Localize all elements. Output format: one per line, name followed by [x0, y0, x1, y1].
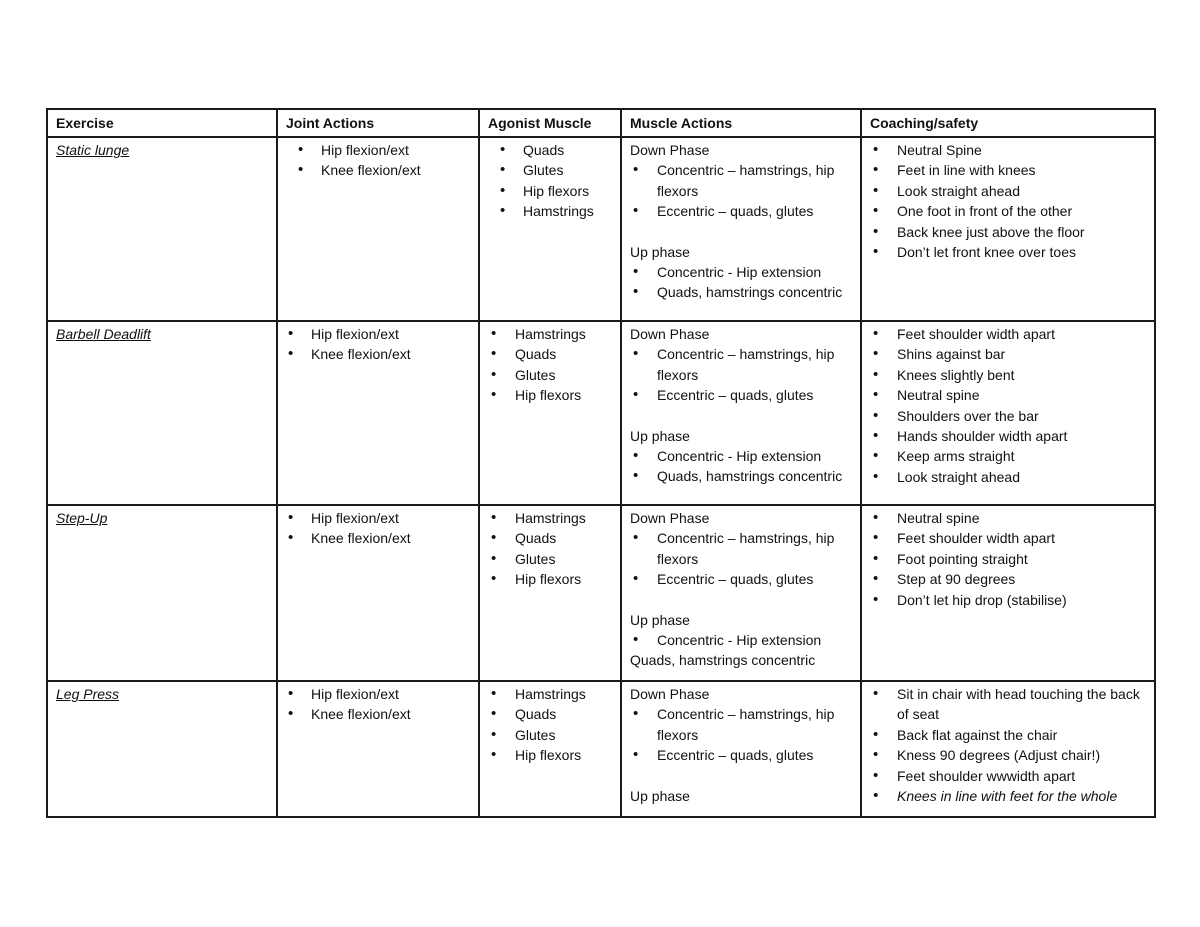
exercise-name: Static lunge: [56, 142, 130, 158]
list-item: • Keep arms straight: [870, 446, 1146, 466]
list-item: • Don’t let front knee over toes: [870, 242, 1146, 262]
down-phase-label: Down Phase: [630, 686, 710, 702]
table-row: [47, 681, 1155, 817]
up-phase-list: [630, 262, 852, 303]
coaching-list: [870, 684, 1146, 806]
exercise-name: Barbell Deadlift: [56, 326, 151, 342]
list-item: • Concentric - Hip extension: [630, 446, 852, 466]
header-joint-actions: Joint Actions: [277, 109, 479, 137]
coaching-cell: [861, 137, 1155, 321]
list-item: • Look straight ahead: [870, 467, 1146, 487]
down-phase-label: Down Phase: [630, 326, 710, 342]
coaching-cell: [861, 505, 1155, 681]
list-item: • Feet in line with knees: [870, 160, 1146, 180]
list-item: • Hamstrings: [488, 201, 612, 221]
exercise-cell: [47, 681, 277, 817]
list-item: • Quads, hamstrings concentric: [630, 282, 852, 302]
list-item: • Knee flexion/ext: [286, 344, 470, 364]
joint-actions-list: [286, 508, 470, 549]
agonist-list: [488, 508, 612, 590]
list-item: • Hip flexors: [488, 569, 612, 589]
list-item: • Feet shoulder width apart: [870, 324, 1146, 344]
list-item: • Neutral Spine: [870, 140, 1146, 160]
agonist-list: [488, 140, 612, 222]
list-item: • Quads: [488, 704, 612, 724]
up-phase-list: [630, 446, 852, 487]
list-item: • Glutes: [488, 160, 612, 180]
agonist-cell: [479, 137, 621, 321]
list-item: • Hip flexors: [488, 745, 612, 765]
list-item: • Concentric – hamstrings, hip flexors: [630, 528, 852, 569]
list-item: • Quads: [488, 140, 612, 160]
agonist-list: [488, 684, 612, 766]
list-item: • Neutral spine: [870, 508, 1146, 528]
joint-actions-cell: [277, 681, 479, 817]
up-phase-label: Up phase: [630, 427, 690, 444]
list-item: • Concentric – hamstrings, hip flexors: [630, 344, 852, 385]
list-item: • Concentric - Hip extension: [630, 262, 852, 282]
coaching-list: [870, 324, 1146, 487]
table-row: [47, 505, 1155, 681]
list-item: • Hip flexion/ext: [286, 508, 470, 528]
list-item: • Hamstrings: [488, 684, 612, 704]
down-phase-list: [630, 160, 852, 221]
list-item: • Feet shoulder wwwidth apart: [870, 766, 1146, 786]
joint-actions-list: [286, 324, 470, 365]
joint-actions-cell: [277, 321, 479, 505]
list-item: • One foot in front of the other: [870, 201, 1146, 221]
header-coaching-safety: Coaching/safety: [861, 109, 1155, 137]
list-item: • Hamstrings: [488, 324, 612, 344]
joint-actions-list: [286, 140, 470, 181]
list-item: • Back flat against the chair: [870, 725, 1146, 745]
header-agonist-muscle: Agonist Muscle: [479, 109, 621, 137]
list-item: • Look straight ahead: [870, 181, 1146, 201]
agonist-list: [488, 324, 612, 406]
exercise-table: [46, 108, 1156, 818]
coaching-list: [870, 140, 1146, 262]
list-item: • Sit in chair with head touching the back of seat: [870, 684, 1146, 725]
list-item: • Knees in line with feet for the whole: [870, 786, 1146, 806]
down-phase-list: [630, 344, 852, 405]
table-row: [47, 137, 1155, 321]
list-item: • Back knee just above the floor: [870, 222, 1146, 242]
list-item: • Hip flexors: [488, 385, 612, 405]
joint-actions-list: [286, 684, 470, 725]
list-item: • Foot pointing straight: [870, 549, 1146, 569]
list-item: • Hip flexion/ext: [286, 684, 470, 704]
list-item: • Shins against bar: [870, 344, 1146, 364]
list-item: • Concentric – hamstrings, hip flexors: [630, 160, 852, 201]
coaching-cell: [861, 321, 1155, 505]
up-phase-label: Up phase: [630, 787, 690, 804]
list-item: • Don’t let hip drop (stabilise): [870, 590, 1146, 610]
up-phase-label: Up phase: [630, 611, 690, 628]
down-phase-label: Down Phase: [630, 142, 710, 158]
exercise-cell: [47, 321, 277, 505]
list-item: • Quads: [488, 344, 612, 364]
list-item: • Eccentric – quads, glutes: [630, 745, 852, 765]
agonist-cell: [479, 505, 621, 681]
agonist-cell: [479, 681, 621, 817]
up-phase-note: Quads, hamstrings concentric: [630, 652, 816, 669]
exercise-cell: [47, 137, 277, 321]
list-item: • Knee flexion/ext: [286, 528, 470, 548]
list-item: • Hamstrings: [488, 508, 612, 528]
list-item: • Glutes: [488, 549, 612, 569]
table-header-row: [47, 109, 1155, 137]
exercise-name: Step-Up: [56, 510, 108, 526]
list-item: • Knee flexion/ext: [286, 160, 470, 180]
list-item: • Knee flexion/ext: [286, 704, 470, 724]
header-muscle-actions: Muscle Actions: [621, 109, 861, 137]
list-item: • Eccentric – quads, glutes: [630, 385, 852, 405]
muscle-actions-cell: [621, 681, 861, 817]
list-item: • Concentric - Hip extension: [630, 630, 852, 650]
header-exercise: Exercise: [47, 109, 277, 137]
exercise-name: Leg Press: [56, 686, 120, 702]
agonist-cell: [479, 321, 621, 505]
list-item: • Step at 90 degrees: [870, 569, 1146, 589]
coaching-cell: [861, 681, 1155, 817]
list-item: • Hip flexors: [488, 181, 612, 201]
list-item: • Glutes: [488, 365, 612, 385]
down-phase-label: Down Phase: [630, 510, 710, 526]
up-phase-label: Up phase: [630, 243, 690, 260]
list-item: • Knees slightly bent: [870, 365, 1146, 385]
up-phase-list: [630, 630, 852, 650]
down-phase-list: [630, 704, 852, 765]
muscle-actions-cell: [621, 137, 861, 321]
exercise-cell: [47, 505, 277, 681]
muscle-actions-cell: [621, 321, 861, 505]
list-item: • Hands shoulder width apart: [870, 426, 1146, 446]
joint-actions-cell: [277, 137, 479, 321]
list-item: • Eccentric – quads, glutes: [630, 201, 852, 221]
list-item: • Kness 90 degrees (Adjust chair!): [870, 745, 1146, 765]
list-item: • Neutral spine: [870, 385, 1146, 405]
muscle-actions-cell: [621, 505, 861, 681]
list-item: • Quads, hamstrings concentric: [630, 466, 852, 486]
list-item: • Hip flexion/ext: [286, 140, 470, 160]
table-row: [47, 321, 1155, 505]
joint-actions-cell: [277, 505, 479, 681]
down-phase-list: [630, 528, 852, 589]
list-item: • Glutes: [488, 725, 612, 745]
list-item: • Hip flexion/ext: [286, 324, 470, 344]
list-item: • Shoulders over the bar: [870, 406, 1146, 426]
list-item: • Eccentric – quads, glutes: [630, 569, 852, 589]
list-item: • Quads: [488, 528, 612, 548]
list-item: • Concentric – hamstrings, hip flexors: [630, 704, 852, 745]
coaching-list: [870, 508, 1146, 610]
list-item: • Feet shoulder width apart: [870, 528, 1146, 548]
